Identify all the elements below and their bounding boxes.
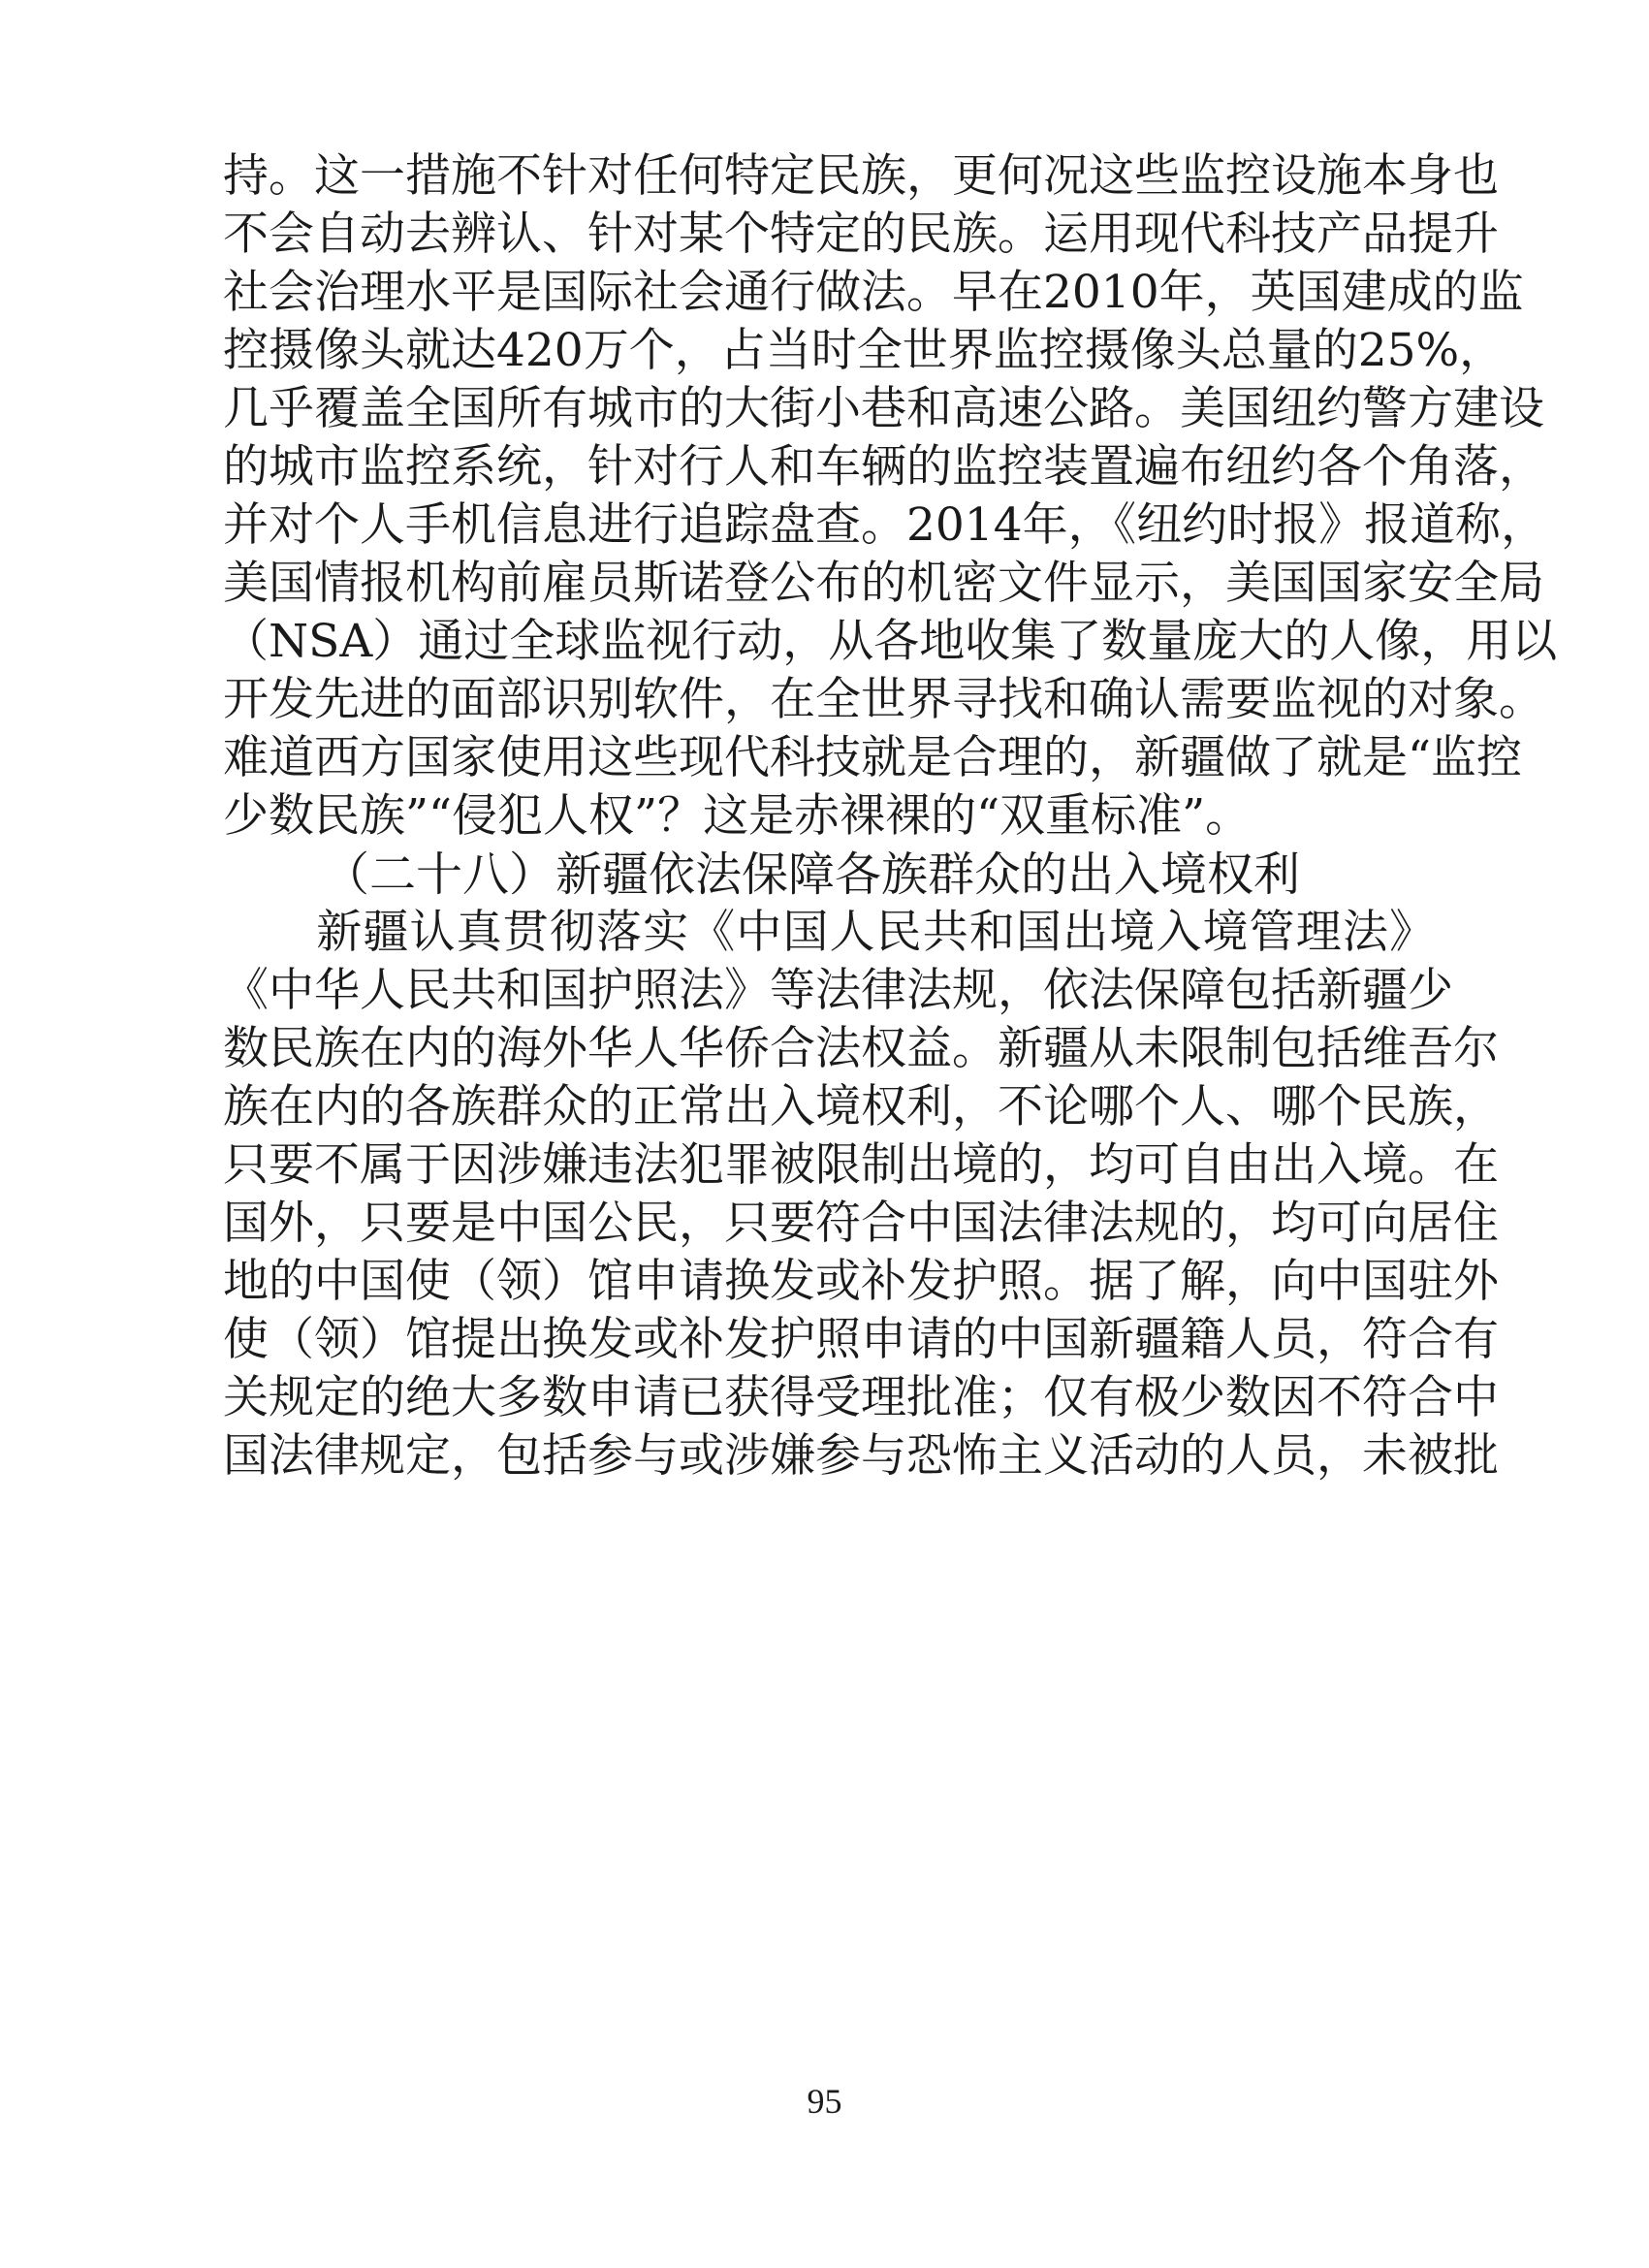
text-line: 难道西方国家使用这些现代科技就是合理的，新疆做了就是“监控 xyxy=(223,731,1523,784)
text-line: （NSA）通过全球监视行动，从各地收集了数量庞大的人像，用以 xyxy=(223,615,1558,668)
text-line: 国法律规定，包括参与或涉嫌参与恐怖主义活动的人员，未被批 xyxy=(223,1429,1499,1483)
text-line: 几乎覆盖全国所有城市的大街小巷和高速公路。美国纽约警方建设 xyxy=(223,382,1544,435)
text-line: 《中华人民共和国护照法》等法律法规，依法保障包括新疆少 xyxy=(223,964,1453,1017)
text-line: 关规定的绝大多数申请已获得受理批准；仅有极少数因不符合中 xyxy=(223,1371,1499,1424)
text-line: 国外，只要是中国公民，只要符合中国法律法规的，均可向居住 xyxy=(223,1197,1499,1250)
text-line: 数民族在内的海外华人华侨合法权益。新疆从未限制包括维吾尔 xyxy=(223,1022,1499,1075)
text-line: 控摄像头就达420万个，占当时全世界监控摄像头总量的25%， xyxy=(223,324,1506,377)
text-line: 的城市监控系统，针对行人和车辆的监控装置遍布纽约各个角落， xyxy=(223,440,1544,494)
text-line: 地的中国使（领）馆申请换发或补发护照。据了解，向中国驻外 xyxy=(223,1255,1499,1308)
text-line: 不会自动去辨认、针对某个特定的民族。运用现代科技产品提升 xyxy=(223,208,1499,261)
text-line: 只要不属于因涉嫌违法犯罪被限制出境的，均可自由出入境。在 xyxy=(223,1138,1499,1192)
text-line: 少数民族”“侵犯人权”？这是赤裸裸的“双重标准”。 xyxy=(223,789,1252,843)
text-line: 并对个人手机信息进行追踪盘查。2014年，《纽约时报》报道称， xyxy=(223,498,1547,552)
text-line: 新疆认真贯彻落实《中国人民共和国出境入境管理法》 xyxy=(223,906,1435,959)
text-line: 开发先进的面部识别软件，在全世界寻找和确认需要监视的对象。 xyxy=(223,673,1544,726)
page-number: 95 xyxy=(807,2082,842,2121)
text-line: 使（领）馆提出换发或补发护照申请的中国新疆籍人员，符合有 xyxy=(223,1313,1499,1366)
section-heading: （二十八）新疆依法保障各族群众的出入境权利 xyxy=(323,847,1301,902)
text-line: 社会治理水平是国际社会通行做法。早在2010年，英国建成的监 xyxy=(223,266,1524,319)
text-line: 族在内的各族群众的正常出入境权利，不论哪个人、哪个民族， xyxy=(223,1080,1499,1134)
text-line: 美国情报机构前雇员斯诺登公布的机密文件显示，美国国家安全局 xyxy=(223,557,1544,610)
text-line: 持。这一措施不针对任何特定民族，更何况这些监控设施本身也 xyxy=(223,149,1499,203)
